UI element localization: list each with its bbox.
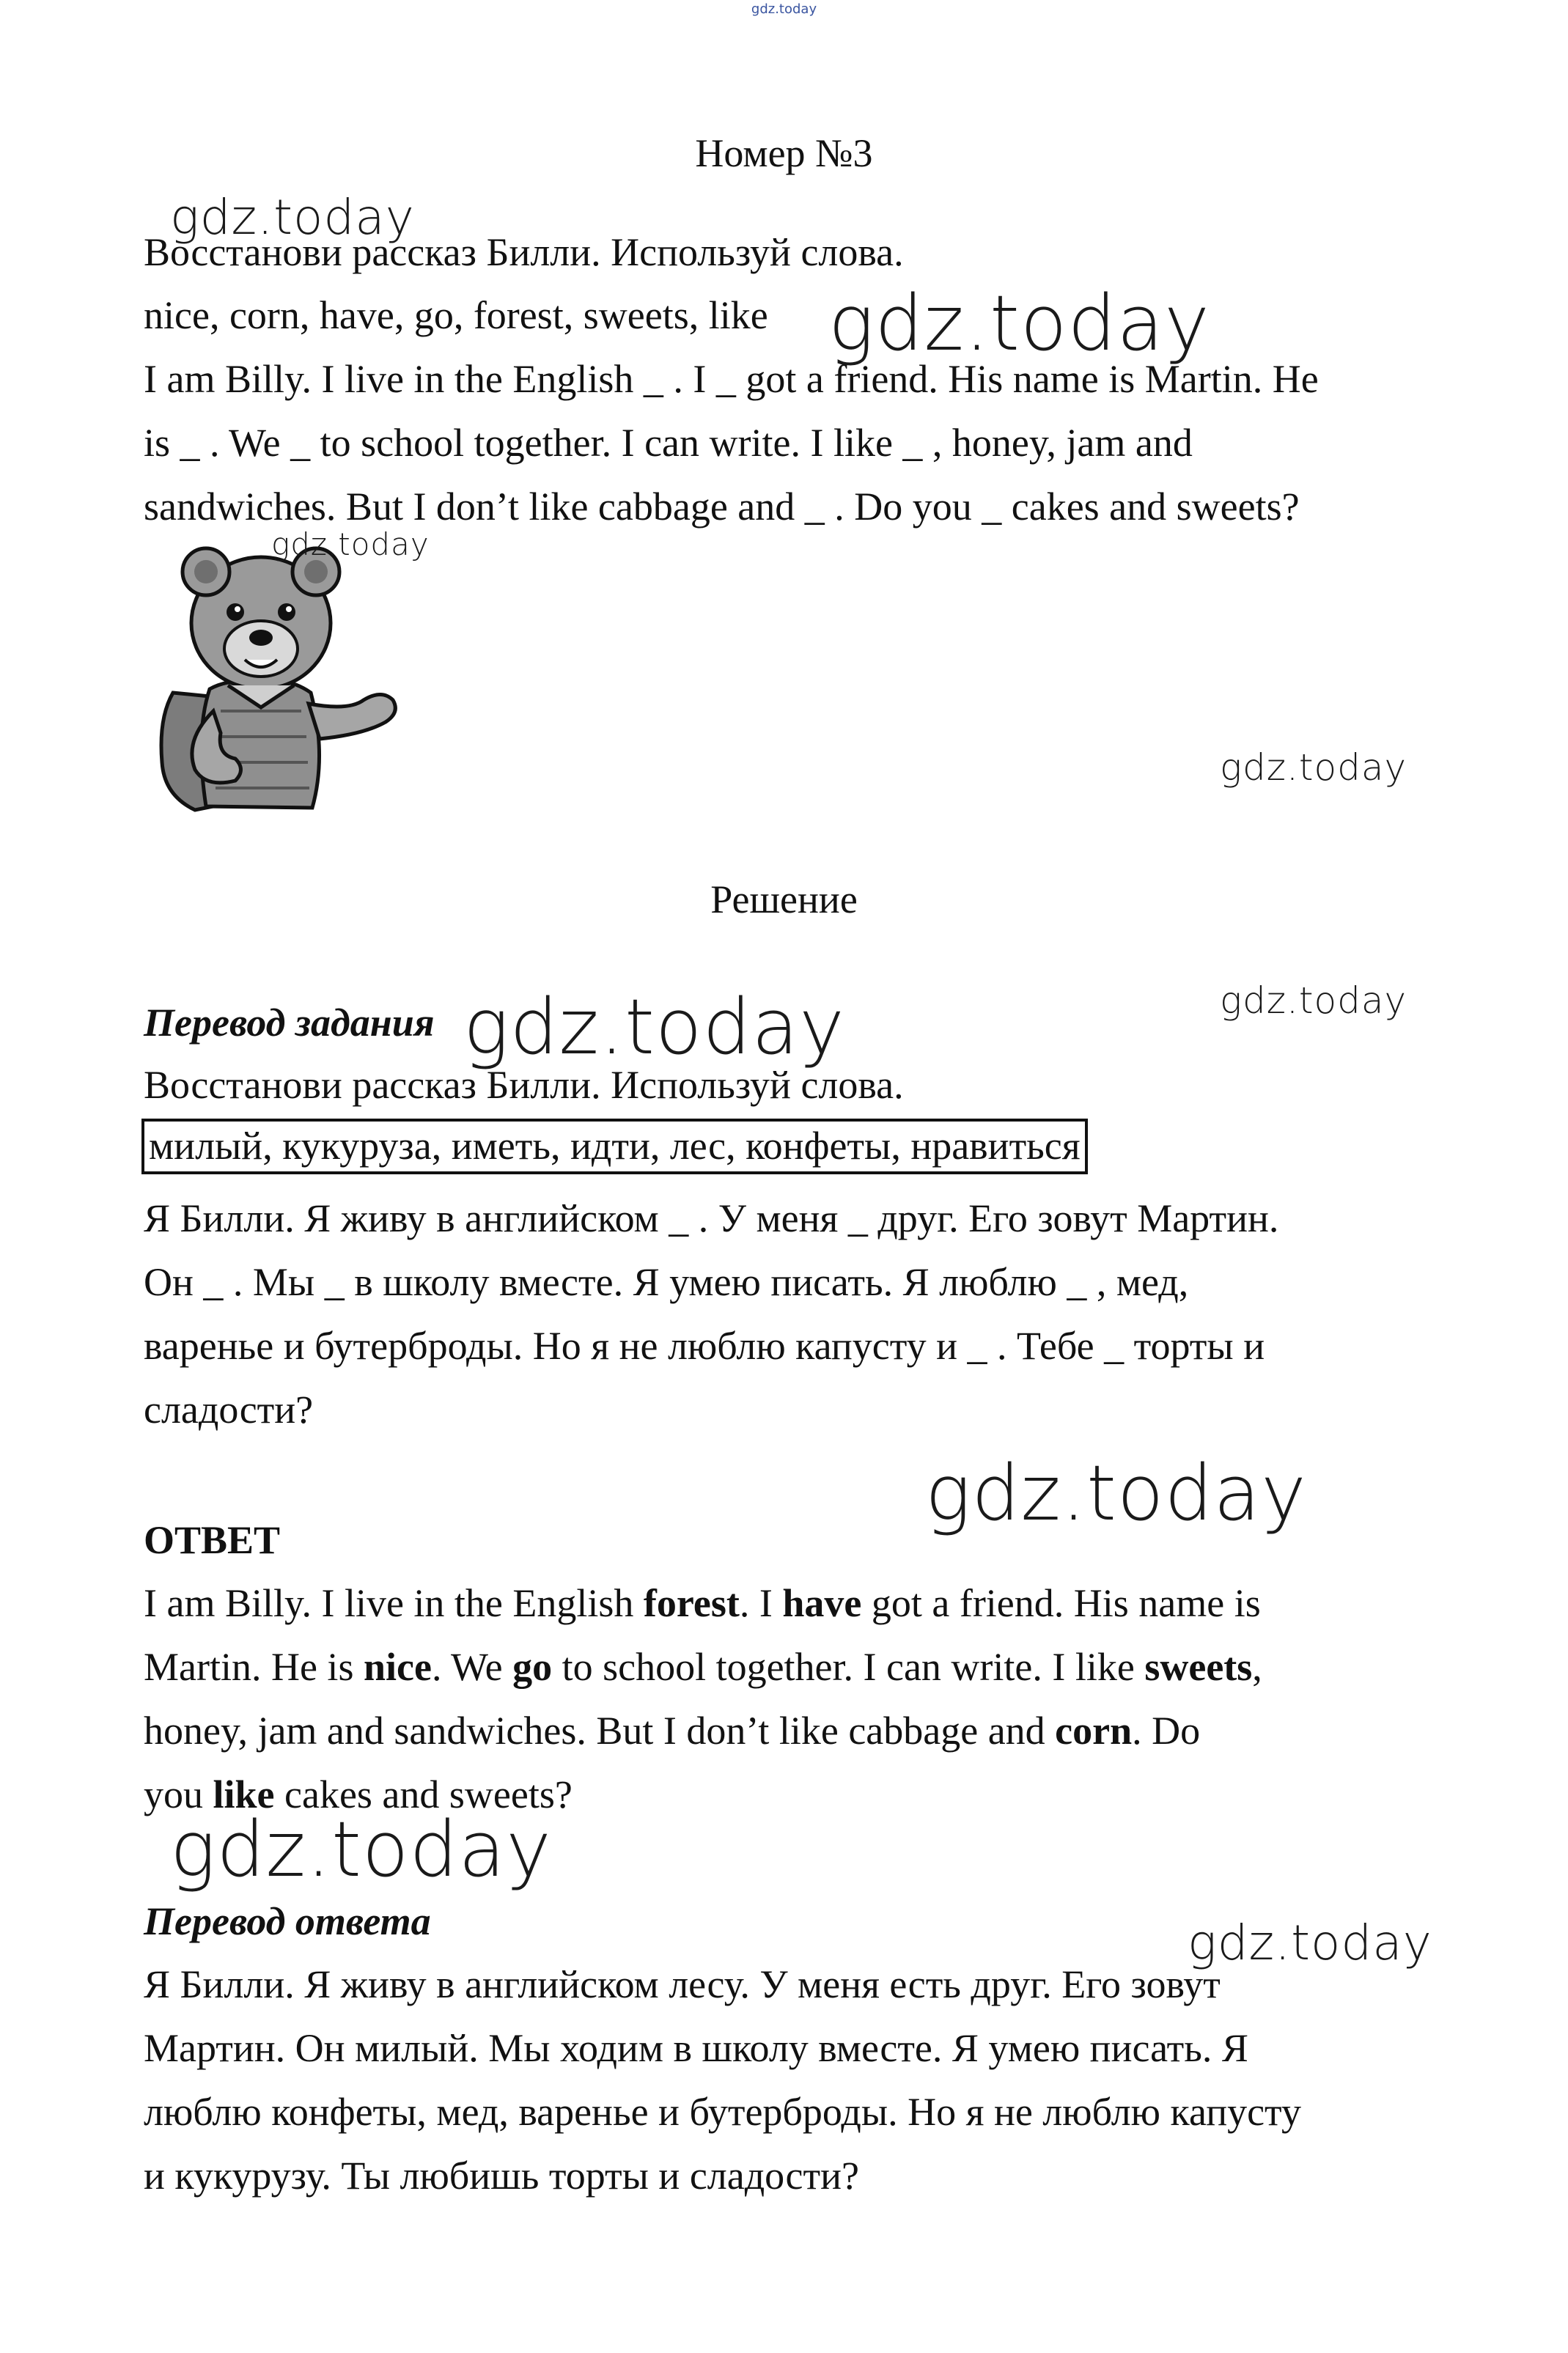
task-title: Номер №3	[695, 131, 873, 175]
answer-line-2	[144, 1643, 1262, 1691]
answer-text: honey, jam and sandwiches. But I don’t like cabbage and	[144, 1709, 1056, 1753]
task-instruction: Восстанови рассказ Билли. Используй слова.	[144, 230, 904, 274]
answer-text: got a friend. His name is	[861, 1581, 1261, 1625]
translation-line-2: Он _ . Мы _ в школу вместе. Я умею писать. Я люблю _ , мед,	[144, 1260, 1189, 1304]
answer-translation-line-1: Я Билли. Я живу в английском лесу. У меня есть друг. Его зовут	[144, 1962, 1221, 2006]
answer-translation-line-3: люблю конфеты, мед, варенье и бутерброды. Но я не люблю капусту	[144, 2090, 1301, 2134]
watermark: gdz.today	[170, 189, 415, 246]
translation-line-4: сладости?	[144, 1388, 314, 1432]
task-word-list: nice, corn, have, go, forest, sweets, like	[144, 293, 768, 337]
watermark: gdz.today	[1188, 1915, 1432, 1971]
answer-word-corn: corn	[1055, 1709, 1133, 1753]
translation-instruction: Восстанови рассказ Билли. Используй слова.	[144, 1063, 904, 1107]
answer-word-nice: nice	[363, 1645, 432, 1689]
answer-word-like: like	[213, 1772, 275, 1816]
answer-text: . We	[431, 1645, 513, 1689]
answer-text: . I	[739, 1581, 783, 1625]
watermark: gdz.today	[828, 279, 1210, 368]
translation-line-3: варенье и бутерброды. Но я не люблю капусту и _ . Тебе _ торты и	[144, 1324, 1265, 1368]
answer-text: Martin. He is	[144, 1645, 364, 1689]
watermark: gdz.today	[170, 1805, 552, 1894]
watermark: gdz.today	[463, 982, 845, 1072]
answer-line-3	[144, 1707, 1200, 1755]
answer-word-have: have	[782, 1581, 862, 1625]
answer-translation-line-4: и кукурузу. Ты любишь торты и сладости?	[144, 2154, 859, 2198]
watermark: gdz.today	[1220, 746, 1407, 789]
answer-text: you	[144, 1772, 213, 1816]
top-watermark: gdz.today	[751, 1, 817, 17]
answer-text: ,	[1252, 1645, 1262, 1689]
answer-word-forest: forest	[643, 1581, 740, 1625]
translation-word-box: милый, кукуруза, иметь, идти, лес, конфеты, нравиться	[141, 1119, 1088, 1174]
answer-word-go: go	[512, 1645, 553, 1689]
watermark: gdz.today	[271, 526, 430, 562]
answer-text: I am Billy. I live in the English	[144, 1581, 644, 1625]
answer-translation-line-2: Мартин. Он милый. Мы ходим в школу вместе. Я умею писать. Я	[144, 2026, 1248, 2070]
translation-line-1: Я Билли. Я живу в английском _ . У меня _ друг. Его зовут Мартин.	[144, 1196, 1279, 1240]
translation-heading: Перевод задания	[144, 1001, 435, 1045]
answer-line-1	[144, 1580, 1261, 1627]
answer-text: to school together. I can write. I like	[552, 1645, 1145, 1689]
answer-word-sweets: sweets	[1144, 1645, 1253, 1689]
task-text-line-1: I am Billy. I live in the English _ . I _ got a friend. His name is Martin. He	[144, 357, 1319, 401]
answer-text: cakes and sweets?	[274, 1772, 573, 1816]
solution-title: Решение	[710, 877, 858, 921]
task-text-line-2: is _ . We _ to school together. I can write. I like _ , honey, jam and	[144, 421, 1193, 465]
task-text-line-3: sandwiches. But I don’t like cabbage and _ . Do you _ cakes and sweets?	[144, 485, 1300, 529]
watermark: gdz.today	[925, 1448, 1307, 1538]
answer-text: . Do	[1132, 1709, 1201, 1753]
answer-translation-heading: Перевод ответа	[144, 1899, 431, 1943]
bear-illustration	[144, 542, 415, 821]
answer-heading: ОТВЕТ	[144, 1518, 281, 1562]
watermark: gdz.today	[1220, 979, 1407, 1022]
